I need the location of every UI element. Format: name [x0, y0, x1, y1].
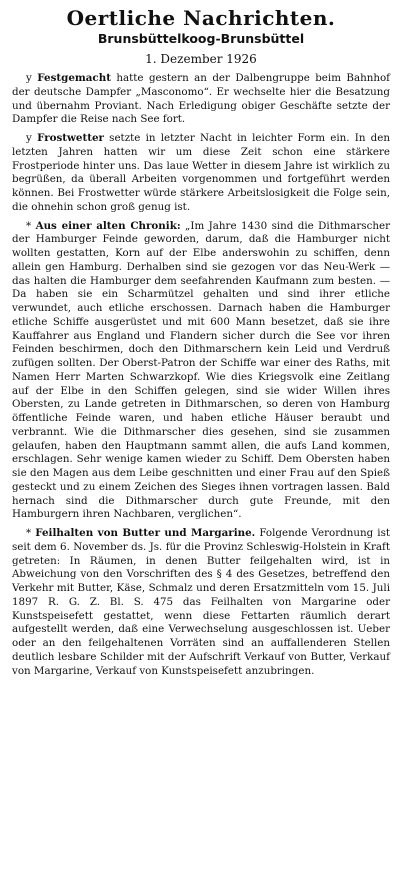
article-butter-margarine [12, 527, 390, 678]
issue-date: 1. Dezember 1926 [145, 52, 257, 66]
article-body: setzte in letzter Nacht in leichter Form ein. In den letzten Jahren hatten wir um diese Zeit schon eine stärkere Frostperiode hinter uns. Das laue Wetter in diesem Jahre ist wirklich zu begrüßen, da überall Arbeiten vorgenommen und fortgeführt werden können. Bei Frostwetter würde stärkere Arbeitslosigkeit die Folge sein, die ohnehin schon groß genug ist. [12, 132, 390, 213]
article-chronik [12, 220, 390, 523]
article-marker: y [26, 72, 32, 84]
article-festgemacht [12, 72, 390, 127]
article-lead: Feilhalten von Butter und Margarine. [35, 527, 256, 539]
article-marker: y [26, 132, 32, 144]
article-frostwetter [12, 132, 390, 215]
location-subtitle: Brunsbüttelkoog-Brunsbüttel [97, 31, 305, 46]
section-title: Oertliche Nachrichten. [66, 6, 336, 30]
article-lead: Aus einer alten Chronik: [35, 219, 181, 232]
article-lead: Festgemacht [37, 72, 111, 84]
article-lead: Frostwetter [37, 132, 104, 144]
article-body: „Im Jahre 1430 sind die Dithmarscher der Hamburger Feinde geworden, darum, daß die Hamburger nicht wollten gestatten, Korn auf der Elbe anderswohin zu schiffen, denn allein gen Hamburg. Derhalben sind sie gezogen vor das Neu-Werk — das halten die Hamburger dem seefahrenden Kaufmann zum besten. — Da haben sie ein Scharmützel gehalten und sind ihrer etliche verwundet, auch etliche erschossen. Darnach haben die Hamburger etliche Schiffe ausgerüstet und mit 600 Mann besetzet, daß sie ihre Kauffahrer aus England und Flandern sicher durch die See vor ihren Feinden beschirmen, doch den Dithmarschern kein Leid und Verdruß zufügen sollten. Der Oberst-Patron der Schiffe war einer des Raths, mit Namen Herr Marten Schwarzkopf. Wie dies Kriegsvolk eine Zeitlang auf der Elbe in den Schiffen gelegen, sind sie wider Willen ihres Obersten, zu Lande getreten in Dithmarschen, so deren von Hamburg öffentliche Feinde waren, und haben etliche Häuser beraubt und verbrannt. Wie die Dithmarscher dies gesehen, sind sie zusammen gelaufen, haben den Hauptmann sammt allen, die aufs Land kommen, erschlagen. Sehr wenige kamen wieder zu Schiff. Dem Obersten haben sie den Magen aus dem Leibe geschnitten und einer Frau auf den Spieß gesteckt und zu einem Zeichen des Sieges ihnen vortragen lassen. Bald hernach sind die Dithmarscher durch gute Freunde, mit den Hamburgern ihren Nachbaren, verglichen“. [12, 219, 391, 521]
article-body: Folgende Verordnung ist seit dem 6. November ds. Js. für die Provinz Schleswig-Holstein in Kraft getreten: In Räumen, in denen Butter feilgehalten wird, ist in Abweichung von den Vorschriften des § 4 des Gesetzes, betreffend den Verkehr mit Butter, Käse, Schmalz und deren Ersatzmitteln vom 15. Juli 1897 R. G. Z. Bl. S. 475 das Feilhalten von Margarine oder Kunstspeisefett gestattet, wenn diese Fettarten räumlich derart aufgestellt werden, daß eine Verwechselung ausgeschlossen ist. Ueber oder an den feilgehaltenen Vorräten sind an auffallenderen Stellen deutlich lesbare Schilder mit der Aufschrift Verkauf von Butter, Verkauf von Margarine, Verkauf von Kunstspeisefett anzubringen. [12, 527, 390, 677]
article-marker: * [26, 219, 32, 232]
article-body: hatte gestern an der Dalbengruppe beim Bahnhof der deutsche Dampfer „Masconomo“. Er wechselte hier die Besatzung und übernahm Proviant. Nach Erledigung obiger Geschäfte setzte der Dampfer die Reise nach See fort. [12, 72, 390, 126]
article-marker: * [26, 527, 32, 539]
